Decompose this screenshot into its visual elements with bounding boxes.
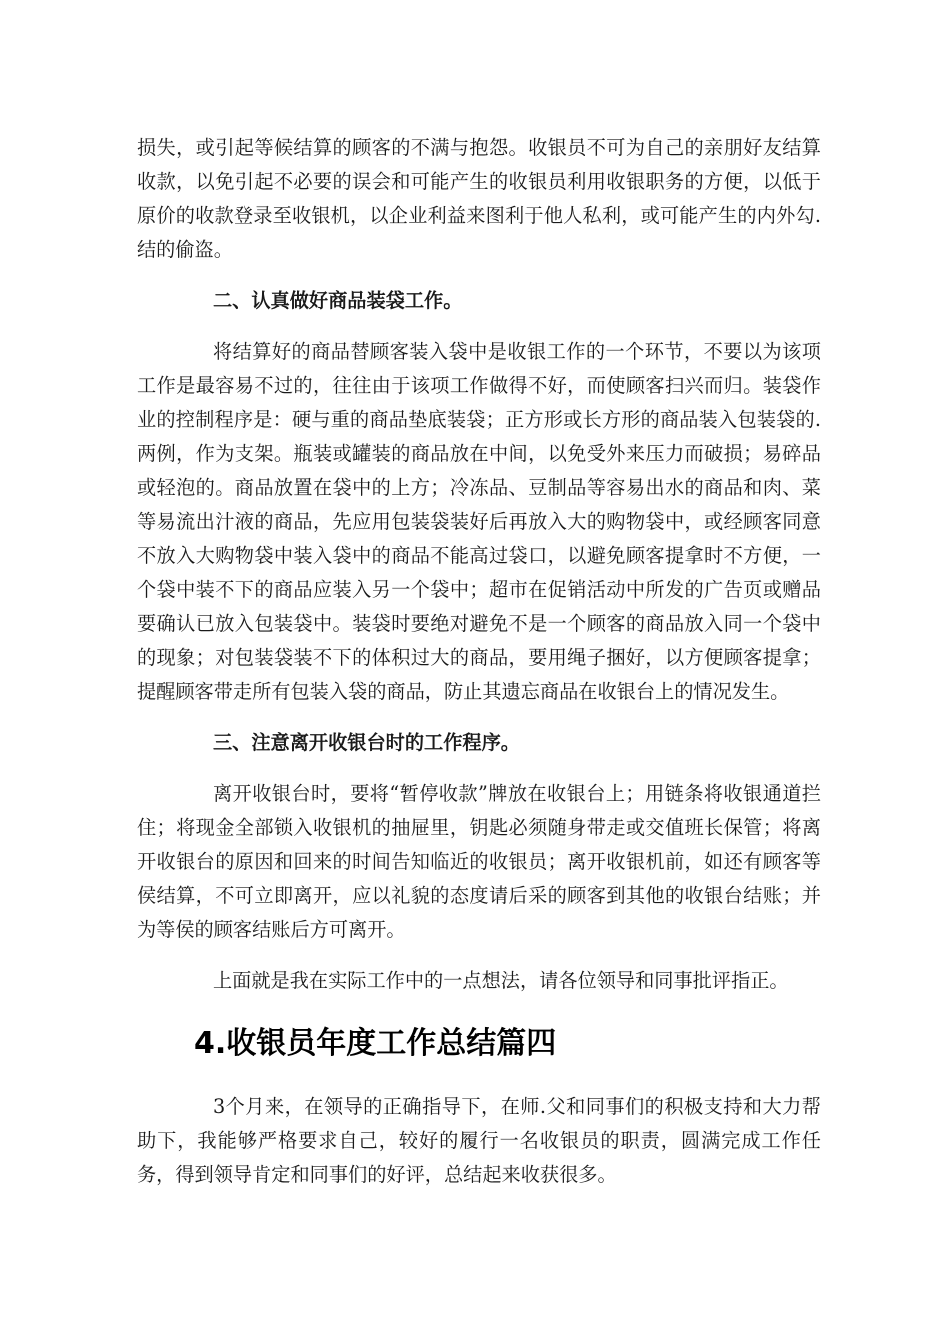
document-page bbox=[137, 131, 821, 1192]
spacer bbox=[137, 709, 821, 726]
paragraph-closing: 上面就是我在实际工作中的一点想法，请各位领导和同事批评指正。 bbox=[213, 969, 789, 992]
section-heading-bagging: 二、认真做好商品装袋工作。 bbox=[213, 289, 463, 312]
spacer bbox=[137, 760, 821, 777]
document-title: 4.收银员年度工作总结篇四 bbox=[194, 1026, 557, 1061]
spacer bbox=[137, 267, 821, 284]
spacer bbox=[137, 318, 821, 335]
spacer bbox=[137, 998, 821, 1022]
paragraph-bagging: 将结算好的商品替顾客装入袋中是收银工作的一个环节，不要以为该项工作是最容易不过的，往往由于该项工作做得不好，而使顾客扫兴而归。装袋作业的控制程序是：硬与重的商品垫底装袋；正方形或长方形的商品装入包装袋的.两例，作为支架。瓶装或罐装的商品放在中间，以免受外来压力而破损；易碎品或轻泡的。商品放置在袋中的上方；冷冻品、豆制品等容易出水的商品和肉、菜等易流出汁液的商品，先应用包装袋装好后再放入大的购物袋中，或经顾客同意不放入大购物袋中装入袋中的商品不能高过袋口，以避免顾客提拿时不方便，一个袋中装不下的商品应装入另一个袋中；超市在促销活动中所发的广告页或赠品要确认已放入包装袋中。装袋时要绝对避免不是一个顾客的商品放入同一个袋中的现象；对包装袋装不下的体积过大的商品，要用绳子捆好，以方便顾客提拿；提醒顾客带走所有包装入袋的商品，防止其遗忘商品在收银台上的情况发生。 bbox=[137, 340, 821, 703]
section-heading-leaving: 三、注意离开收银台时的工作程序。 bbox=[213, 731, 520, 754]
paragraph-cashier-conduct: 损失，或引起等候结算的顾客的不满与抱怨。收银员不可为自己的亲朋好友结算收款，以免引起不必要的误会和可能产生的收银员利用收银职务的方便，以低于原价的收款登录至收银机，以企业利益来图利于他人私利，或可能产生的内外勾.结的偷盗。 bbox=[137, 136, 821, 261]
spacer bbox=[137, 1066, 821, 1090]
spacer bbox=[137, 947, 821, 964]
paragraph-summary-intro: 3个月来，在领导的正确指导下，在师.父和同事们的积极支持和大力帮助下，我能够严格要求自己，较好的履行一名收银员的职责，圆满完成工作任务，得到领导肯定和同事们的好评，总结起来收获很多。 bbox=[137, 1095, 821, 1186]
paragraph-leaving-procedure: 离开收银台时，要将“暂停收款”牌放在收银台上；用链条将收银通道拦住；将现金全部锁入收银机的抽屉里，钥匙必须随身带走或交值班长保管；将离开收银台的原因和回来的时间告知临近的收银员；离开收银机前，如还有顾客等侯结算，不可立即离开，应以礼貌的态度请后采的顾客到其他的收银台结账；并为等侯的顾客结账后方可离开。 bbox=[137, 782, 821, 941]
